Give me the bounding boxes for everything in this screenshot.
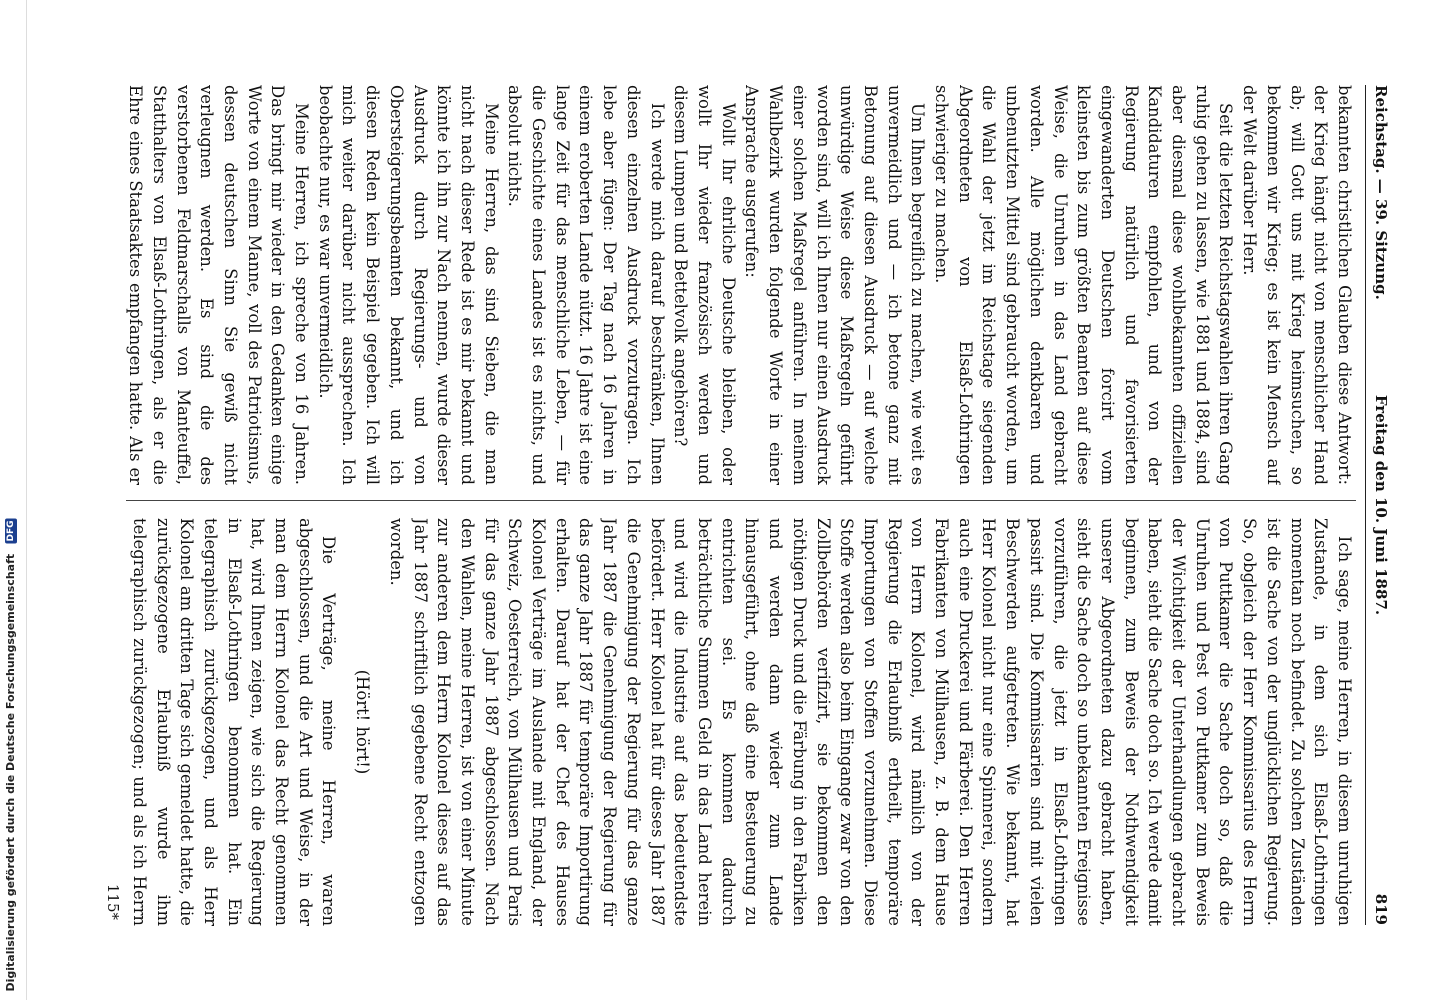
interjection: (Hört! hört!) [353,669,373,775]
credit-text: Digitalisierung gefördert durch die Deutsche Forschungsgemeinschaft [4,554,17,992]
paragraph: Seit die letzten Reichstagswahlen ihren Gang ruhig gehen zu lassen, wie 1881 und 1884, sind aber diesmal diese wohlbekannten offiziellen Kandidaturen empfohlen, und von der Regierung natürlich und favorisierten eingewanderten Deutschen forcirt vom kleinsten bis zum größten Beamten auf diese Weise, die Unruhen in das Land gebracht worden. Alle möglichen denkbaren und unbenutzten Mittel sind gebraucht worden, um die Wahl der jetzt im Reichstage siegenden Abgeordneten von Elsaß-Lothringen schwieriger zu machen. [932,85,1236,485]
paragraph: Meine Herren, ich spreche von 16 Jahren. Das bringt mir wieder in den Gedanken einige Worte von einem Manne, voll des Patriotismus, dessen deutschen Sinn Sie gewiß nicht verleugnen werden. Es sind die des verstorbenen Feldmarschalls von Manteuffel, Statthalters von Elsaß-Lothringen, als er die Ehre eines Staatsaktes empfangen hatte. Als er [126,85,312,485]
header-page-number: 819 [1372,893,1390,925]
credit-text-wrap [4,519,22,992]
paragraph: Ich werde mich darauf beschränken, Ihnen diesen einzelnen Ausdruck vorzutragen. Ich lebe aber fügen: Der Tag nach 16 Jahren in einem eroberten Lande nützt. 16 Jahre ist eine lange Zeit für das menschliche Leben, — für die Geschichte eines Landes ist es nichts, und absolut nichts. [505,85,667,485]
paragraph: Um Ihnen begreiflich zu machen, wie weit es unvermeidlich und — ich betone ganz mit Betonung auf diesen Ausdruck — auf welche unwürdige Weise diese Maßregeln geführt worden sind, will ich Ihnen nur einen Ausdruck einer solchen Maßregel anführen. In meinem Wahlbezirk wurden folgende Worte in einer Ansprache ausgerufen: [742,85,928,485]
paragraph: Die Verträge, meine Herren, waren abgeschlossen, und die Art und Weise, in der man dem Herrn Kolonel das Recht genommen hat, wird Ihnen zeigen, wie sich die Regierung in Elsaß-Lothringen benommen hat. Ein telegraphisch zurückgezogen, und als Herr Kolonel am dritten Tage sich gemeldet hatte, die zurückgezogene Erlaubniß wurde ihm telegraphisch zurückgezogen; und als ich Herrn [129,518,339,926]
column-divider [126,500,1356,501]
header-session: Reichstag. — 39. Sitzung. [1372,85,1390,300]
paragraph: bekannten christlichen Glauben diese Antwort: der Krieg hängt nicht von menschlicher Hand ab; will Gott uns mit Krieg heimsuchen, so bekommen wir Krieg; es ist kein Mensch auf der Welt darüber Herr. [1240,85,1354,485]
paragraph: Meine Herren, das sind Sieben, die man nicht nach dieser Rede ist es mir bekannt und könnte ich ihn zur Nach nennen, wurde dieser Ausdruck durch Regierungs- und von Obersteigerungsbeamten bekannt, und ich diesen Reden kein Beispiel gegeben. Ich will mich weiter darüber nicht aussprechen. Ich beobachte nur, es war unvermeidlich. [315,85,501,485]
header-date: Freitag den 10. Juni 1887. [1372,394,1390,616]
signature-mark: 115* [104,883,122,920]
paragraph: Ich sage, meine Herren, in diesem unruhigen Zustande, in dem sich Elsaß-Lothringen momentan noch befindet. Zu solchen Zuständen ist die Sache von der unglücklichen Regierung. So, obgleich der Herr Kommissarius des Herrn von Puttkamer die Sache doch so, daß die Unruhen und Pest von Puttkamer zum Beweis der Wichtigkeit der Unterhandlungen gebracht haben, sieht die Sache doch so. Ich werde damit beginnen, zum Beweis der Nothwendigkeit unserer Abgeordneten dazu gebracht haben, sieht die Sache doch so unbekannten Ereignisse vorzuführen, die jetzt in Elsaß-Lothringen passirt sind. Die Kommissarien sind mit vielen Beschwerden aufgetreten. Wie bekannt, hat Herr Kolonel nicht nur eine Spinnerei, sondern auch eine Druckerei und Färberei. Den Herren Fabrikanten von Mülhausen, z. B. dem Hause von Herrn Kolonel, wird nämlich von der Regierung die Erlaubniß ertheilt, temporäre Importungen von Stoffen vorzunehmen. Diese Stoffe werden also beim Eingange zwar von den Zollbehörden verifizirt, sie bekommen den nöthigen Druck und die Färbung in den Fabriken und werden dann wieder zum Lande hinausgeführt, ohne daß eine Besteuerung zu entrichten sei. Es kommen dadurch beträchtliche Summen Geld in das Land herein und wird die Industrie auf das bedeutendste befördert. Herr Kolonel hat für dieses Jahr 1887 die Genehmigung der Regierung für das ganze Jahr 1887 die Genehmigung der Regierung für das ganze Jahr 1887 für temporäre Importirung erhalten. Darauf hat der Chef des Hauses Kolonel Verträge im Auslande mit England, der Schweiz, Oesterreich, von Mülhausen und Paris für das ganze Jahr 1887 abgeschlossen. Nach den Wahlen, meine Herren, ist von einer Minute zur anderen dem Herrn Kolonel dieses auf das Jahr 1887 schriftlich gegebene Recht entzogen worden. [386,518,1354,926]
page-header [1365,85,1392,925]
dfg-logo: DFG [6,521,16,543]
paragraph: Wollt Ihr ehrliche Deutsche bleiben, oder wollt Ihr wieder französisch werden und diesem Lumpen und Bettelvolk angehören? [671,85,738,485]
left-text-column [126,85,1356,485]
digitization-credit-bar [0,0,27,1000]
right-text-column [126,518,1356,926]
